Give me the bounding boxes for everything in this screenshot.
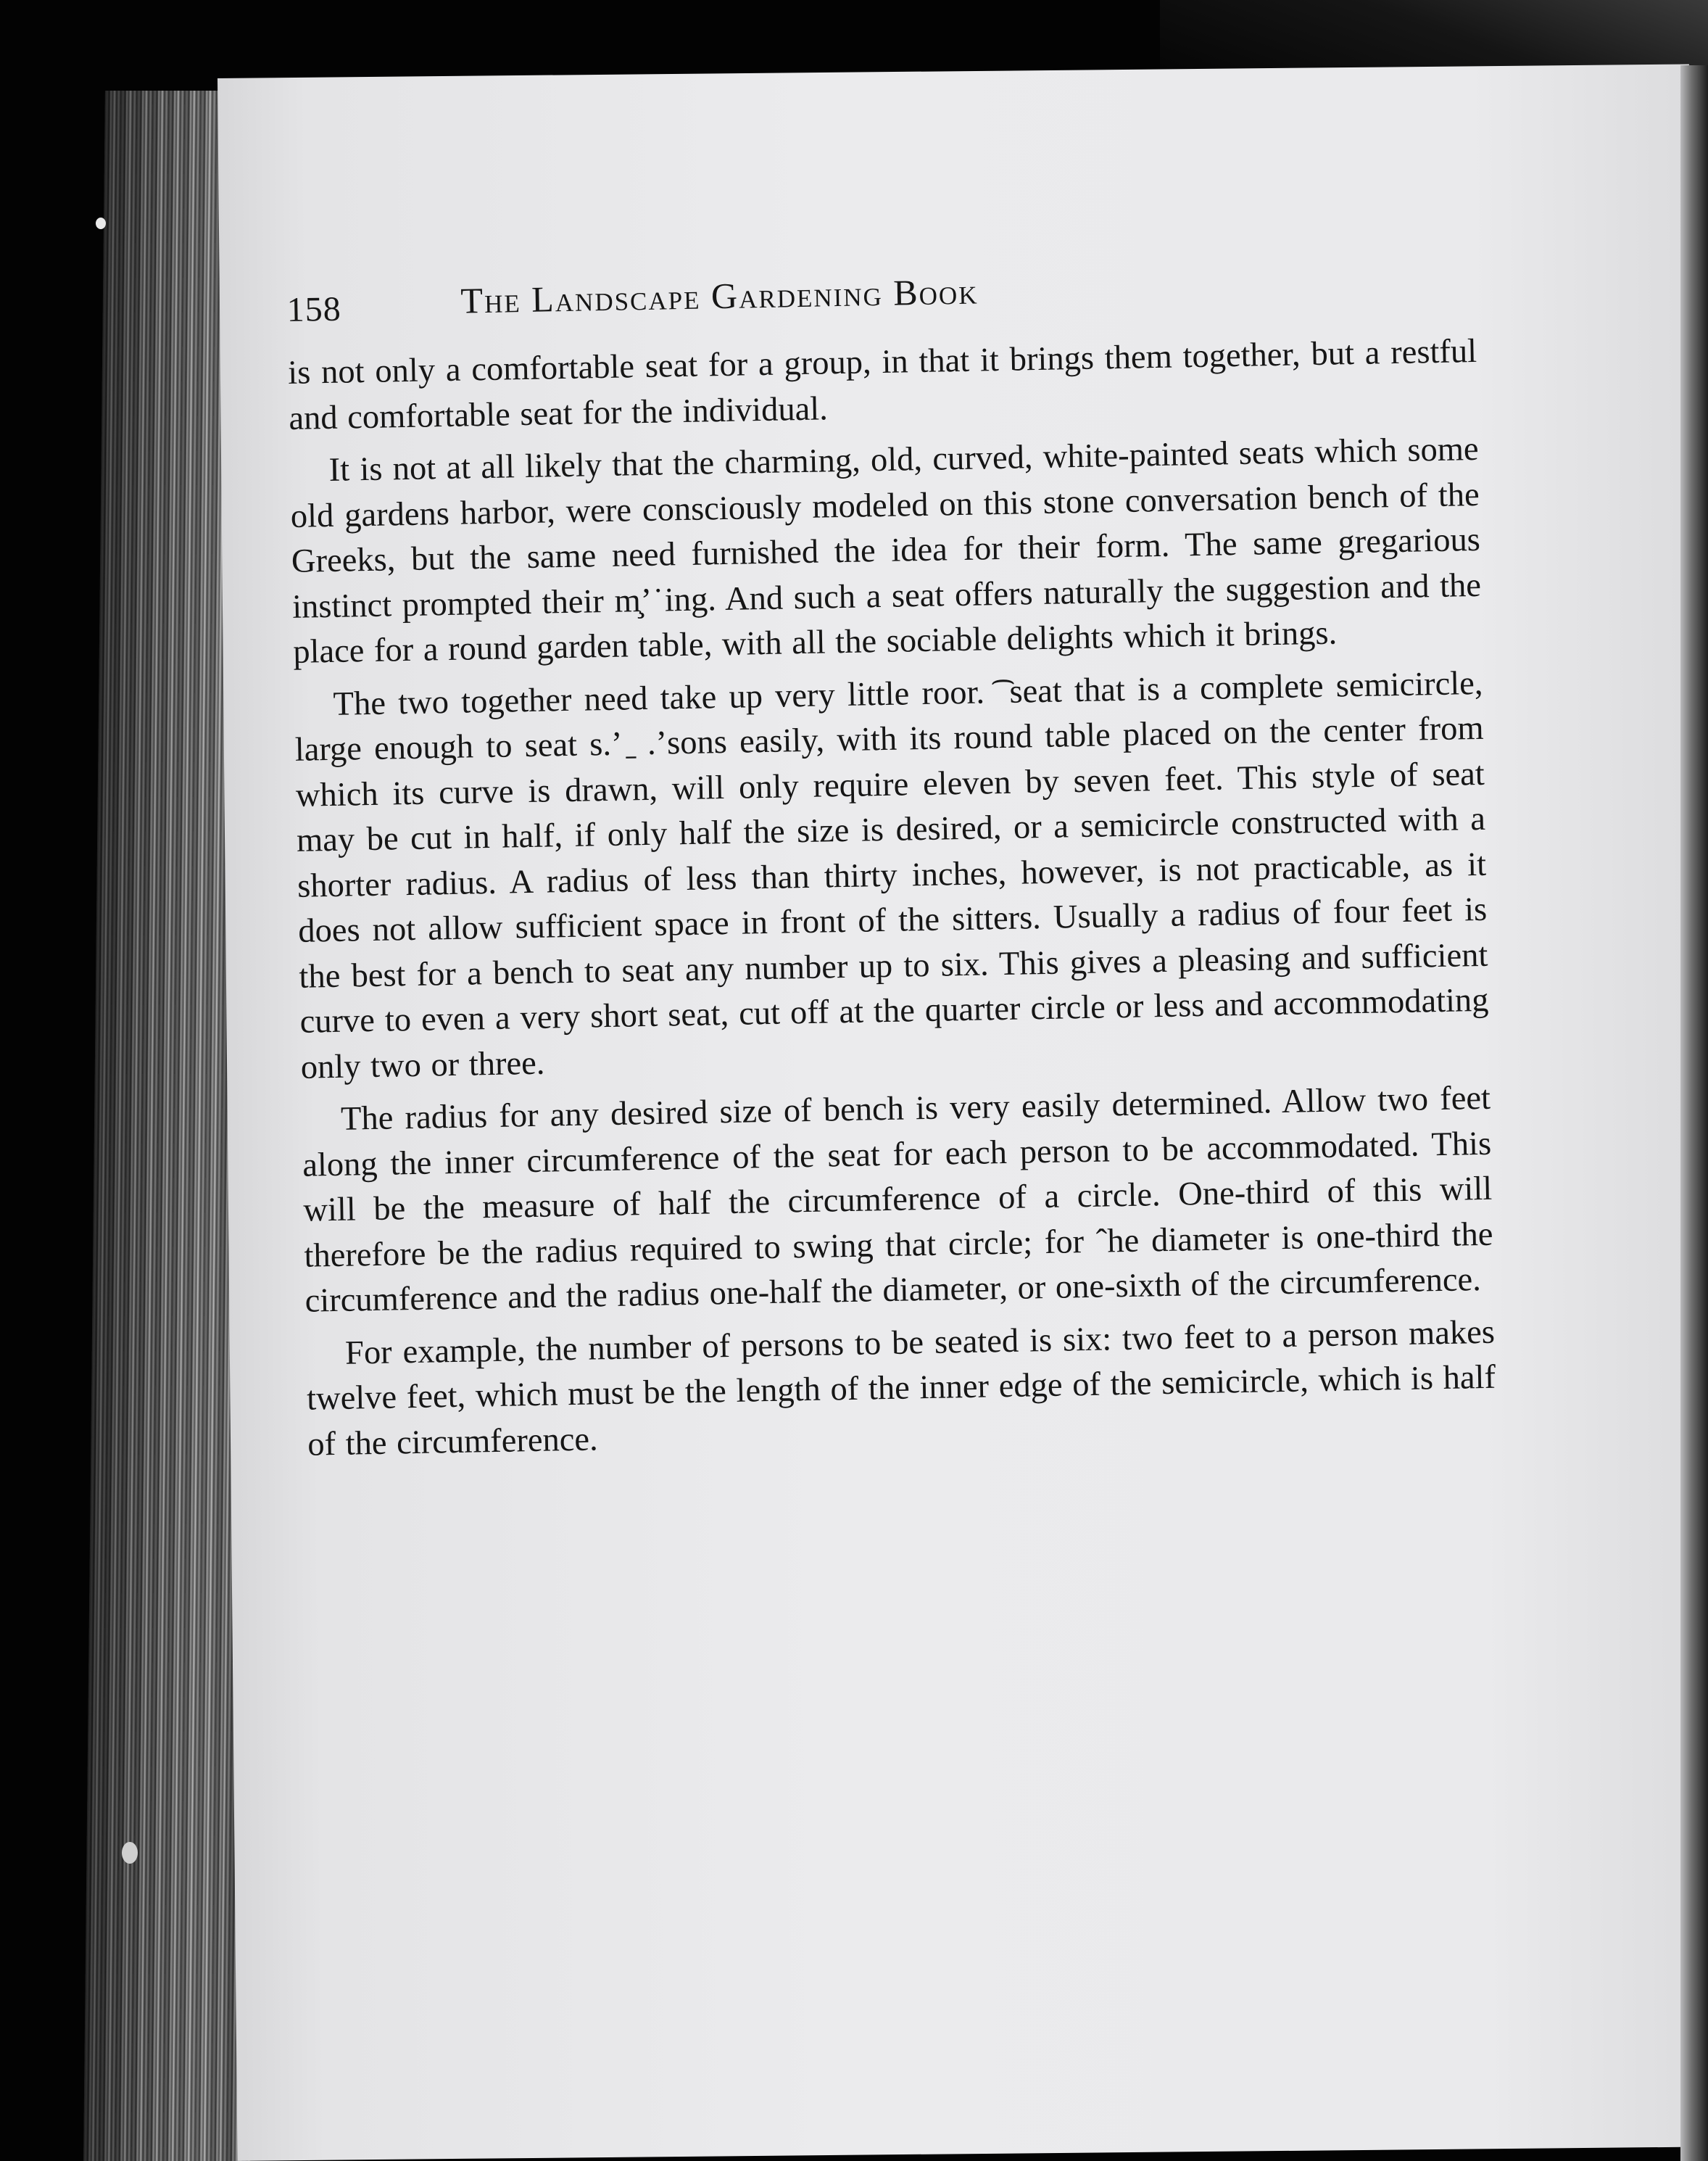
page-number: 158	[286, 289, 342, 329]
paragraph: is not only a comfortable seat for a group, in that it brings them together, but a restful and comfortable seat for the individual.	[287, 332, 1477, 437]
page-right-edge	[1680, 65, 1708, 2161]
paragraph: The radius for any desired size of bench is very easily determined. Allow two feet along the inner circumference of the seat for each person to be accommodated. This will be the measure of half the circumference of a circle. One-third of this will therefore be the radius required to swing that circle; for ˆhe diameter is one-third the circumference and the radius one-half the diameter, or one-sixth of the circumference.	[302, 1079, 1493, 1320]
binding-speck	[96, 218, 106, 229]
paragraph: It is not at all likely that the charming, old, curved, white-painted seats which some old gardens harbor, were consciously modeled on this stone conversation bench of the Greeks, but the same need furnished the idea for their form. The same gregarious instinct prompted their m̧ʼ˙ing. And such a seat offers naturally the suggestion and the place for a round garden table, with all the sociable delights which it brings.	[290, 430, 1482, 671]
page-text	[286, 261, 1497, 1475]
paragraph: For example, the number of persons to be seated is six: two feet to a person makes twelve feet, which must be the length of the inner edge of the semicircle, which is half of the circumference.	[306, 1313, 1496, 1463]
paragraph: The two together need take up very little roor. ͡ seat that is a complete semicircle, large enough to seat s.ʼ ̱ .ʼsons easily, with its round table placed on the center from which its curve is drawn, will only require eleven by seven feet. This style of seat may be cut in half, if only half the size is desired, or a semicircle constructed with a shorter radius. A radius of less than thirty inches, however, is not practicable, as it does not allow sufficient space in front of the sitters. Usually a radius of four feet is the best for a bench to seat any number up to six. This gives a pleasing and sufficient curve to even a very short seat, cut off at the quarter circle or less and accommodating only two or three.	[294, 664, 1489, 1086]
binding-speck	[122, 1842, 138, 1864]
running-title: The Landscape Gardening Book	[460, 270, 979, 321]
